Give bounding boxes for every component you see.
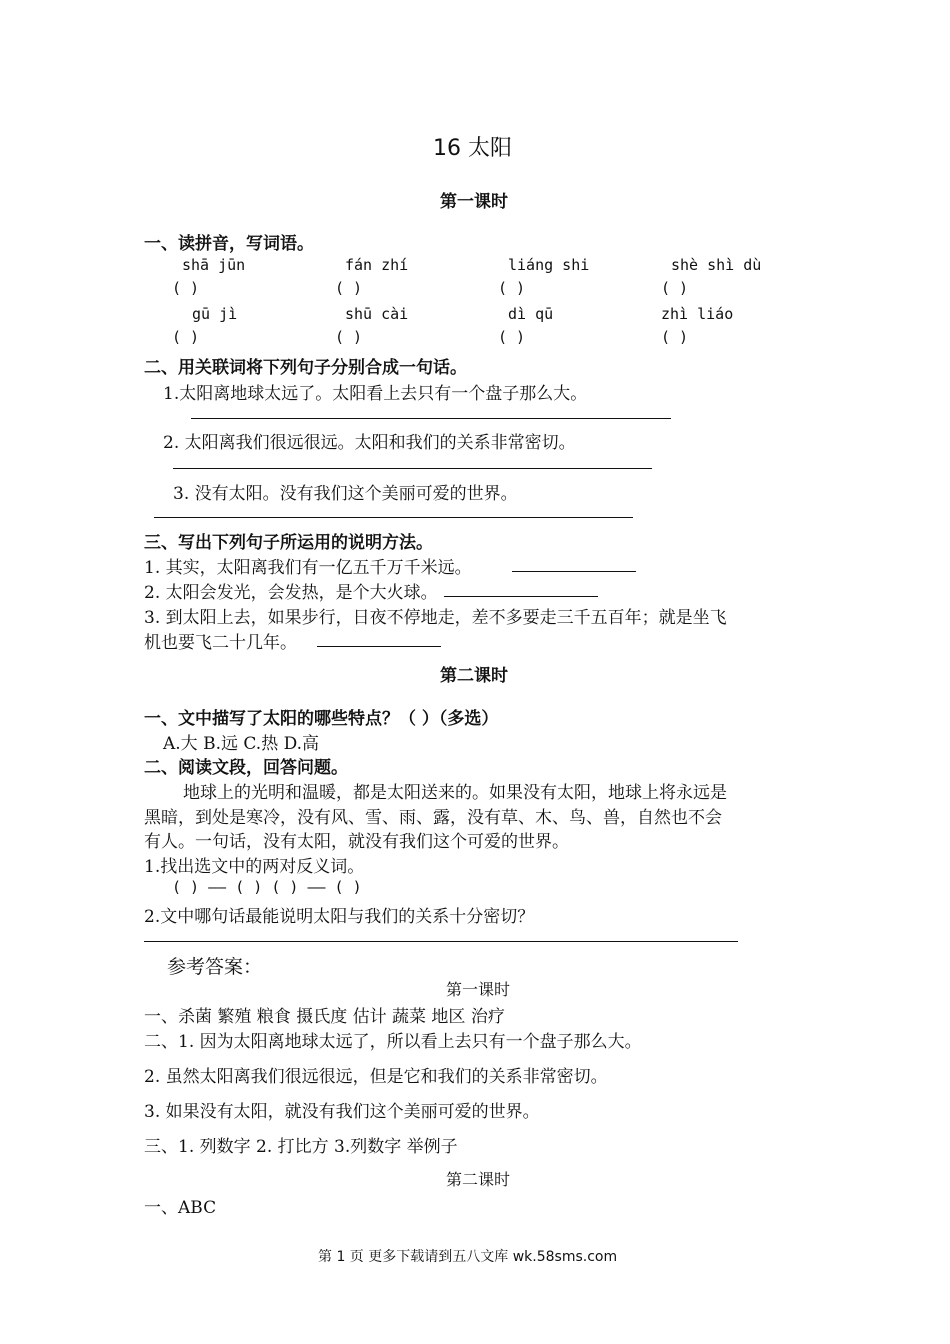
answer-line	[317, 646, 441, 647]
pinyin-3: liáng shi	[508, 256, 590, 274]
answers-title: 参考答案：	[167, 956, 263, 978]
answer-paren: ( )	[661, 328, 689, 346]
answer-2-3: 3. 如果没有太阳，就没有我们这个美丽可爱的世界。	[144, 1102, 540, 1122]
q2-item-1: 1.太阳离地球太远了。太阳看上去只有一个盘子那么大。	[163, 384, 588, 404]
answer-line	[191, 418, 671, 419]
pinyin-8: zhì liáo	[661, 305, 734, 323]
lesson2-heading: 第二课时	[440, 666, 508, 686]
passage-line-2: 黑暗，到处是寒冷，没有风、雪、雨、露，没有草、木、鸟、兽，自然也不会	[144, 808, 722, 828]
answer-line	[444, 596, 598, 597]
pinyin-5: gū jì	[192, 305, 238, 323]
q1-title: 一、读拼音，写词语。	[144, 234, 314, 254]
answer-paren: ( )	[172, 328, 200, 346]
pinyin-6: shū cài	[345, 305, 409, 323]
answer-paren: ( )	[172, 279, 200, 297]
l2-q2-title: 二、阅读文段，回答问题。	[144, 758, 348, 778]
pinyin-2: fán zhí	[345, 256, 409, 274]
l2-q1-title: 一、文中描写了太阳的哪些特点？（ ）（多选）	[144, 709, 499, 729]
q2-item-3: 3. 没有太阳。没有我们这个美丽可爱的世界。	[173, 484, 518, 504]
pinyin-7: dì qū	[508, 305, 554, 323]
answer-line	[144, 941, 738, 942]
answer-paren: ( )	[335, 279, 363, 297]
pinyin-1: shā jūn	[182, 256, 246, 274]
answer-1: 一、杀菌 繁殖 粮食 摄氏度 估计 蔬菜 地区 治疗	[144, 1007, 505, 1027]
answer-2-2: 2. 虽然太阳离我们很远很远，但是它和我们的关系非常密切。	[144, 1067, 608, 1087]
lesson1-heading: 第一课时	[440, 192, 508, 212]
l2-sub1: 1.找出选文中的两对反义词。	[144, 857, 365, 877]
passage-line-3: 有人。一句话，没有太阳，就没有我们这个可爱的世界。	[144, 832, 569, 852]
antonym-pairs: ( ) —— ( ) ( ) —— ( )	[172, 878, 362, 896]
q2-item-2: 2. 太阳离我们很远很远。太阳和我们的关系非常密切。	[163, 433, 576, 453]
l2-sub2: 2.文中哪句话最能说明太阳与我们的关系十分密切？	[144, 907, 535, 927]
q3-item-2: 2. 太阳会发光，会发热，是个大火球。	[144, 583, 438, 603]
answer-paren: ( )	[498, 328, 526, 346]
answer-line	[512, 571, 636, 572]
answers-lesson1-heading: 第一课时	[446, 980, 511, 999]
q3-title: 三、写出下列句子所运用的说明方法。	[144, 533, 433, 553]
answer-line	[173, 468, 652, 469]
answer-line	[154, 517, 633, 518]
l2-q1-options: A.大 B.远 C.热 D.高	[163, 734, 320, 754]
answer-b1: 一、ABC	[144, 1198, 217, 1218]
answer-paren: ( )	[498, 279, 526, 297]
q3-item-1: 1. 其实，太阳离我们有一亿五千万千米远。	[144, 558, 472, 578]
page-footer: 第 1 页 更多下载请到五八文库 wk.58sms.com	[318, 1249, 618, 1265]
answer-paren: ( )	[661, 279, 689, 297]
answers-lesson2-heading: 第二课时	[446, 1170, 511, 1189]
pinyin-4: shè shì dù	[671, 256, 762, 274]
passage-line-1: 地球上的光明和温暖，都是太阳送来的。如果没有太阳，地球上将永远是	[183, 783, 727, 803]
answer-paren: ( )	[335, 328, 363, 346]
q3-item-3-cont: 机也要飞二十几年。	[144, 633, 297, 653]
q3-item-3: 3. 到太阳上去，如果步行，日夜不停地走，差不多要走三千五百年；就是坐飞	[144, 608, 727, 628]
answer-3: 三、1. 列数字 2. 打比方 3.列数字 举例子	[144, 1137, 458, 1157]
answer-2-1: 二、1. 因为太阳离地球太远了，所以看上去只有一个盘子那么大。	[144, 1032, 642, 1052]
q2-title: 二、用关联词将下列句子分别合成一句话。	[144, 358, 467, 378]
page-title: 16 太阳	[433, 136, 512, 161]
